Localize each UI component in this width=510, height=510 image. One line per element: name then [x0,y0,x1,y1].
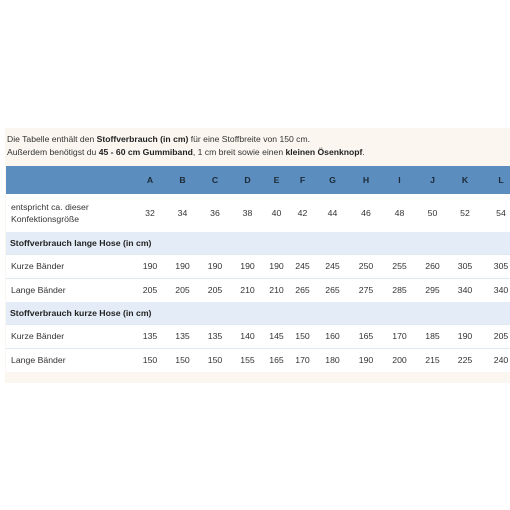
intro-line-1: Die Tabelle enthält den Stoffverbrauch (in cm) für eine Stoffbreite von 150 cm. [7,134,311,144]
table-cell: 150 [295,331,310,341]
table-row [6,348,510,372]
row-label: Lange Bänder [11,285,66,296]
table-cell: 265 [325,285,340,296]
table-header-row [6,166,510,194]
table-cell: 305 [457,261,473,271]
table-cell: 190 [457,331,473,341]
table-row [6,324,510,348]
table-cell: 275 [358,285,374,296]
table-cell: 225 [457,355,473,366]
table-cell: 190 [358,355,374,366]
column-header: B [179,175,186,185]
table-cell: 245 [295,261,310,271]
column-header: A [146,175,154,185]
fabric-consumption-table [6,166,510,372]
intro-line-2: Außerdem benötigst du 45 - 60 cm Gummiband, 1 cm breit sowie einen kleinen Ösenknopf. [7,147,365,157]
table-cell: 140 [240,331,255,341]
table-cell: 265 [295,285,310,296]
column-header: D [244,175,251,185]
section-row-short-pants [6,302,510,324]
table-cell: 190 [175,261,190,271]
size-row-label: entspricht ca. dieser Konfektionsgröße [11,202,89,224]
section-title: Stoffverbrauch lange Hose (in cm) [10,237,152,248]
table-cell: 170 [392,331,407,341]
table-cell: 260 [425,261,440,271]
table-cell: 215 [425,355,440,366]
row-label: Kurze Bänder [11,331,65,341]
table-row [6,278,510,302]
table-cell: 42 [297,208,308,218]
table-cell: 46 [361,208,371,218]
table-cell: 205 [493,331,509,341]
table-cell: 305 [493,261,509,271]
table-cell: 295 [425,285,440,296]
column-header: F [299,175,306,185]
row-label: Kurze Bänder [11,261,65,271]
table-cell: 135 [175,331,190,341]
header-empty-cell [6,166,134,194]
table-cell: 190 [240,261,255,271]
table-cell: 205 [142,285,158,296]
column-header: I [398,175,401,185]
table-cell: 240 [493,355,509,366]
table-cell: 190 [207,261,223,271]
table-cell: 50 [427,208,438,218]
table-cell: 38 [242,208,253,218]
intro-text [7,133,507,159]
section-row-long-pants [6,232,510,254]
table-cell: 40 [271,208,282,218]
table-cell: 185 [425,331,440,341]
table-cell: 160 [325,331,340,341]
section-title: Stoffverbrauch kurze Hose (in cm) [10,307,152,318]
table-cell: 150 [207,355,223,366]
table-cell: 44 [327,208,338,218]
table-cell: 190 [142,261,158,271]
table-cell: 34 [177,208,188,218]
table-cell: 210 [240,285,255,296]
column-header: C [211,175,219,185]
table-cell: 200 [392,355,407,366]
table-cell: 32 [145,208,155,218]
table-cell: 155 [240,355,255,366]
table-cell: 340 [457,285,473,296]
table-cell: 150 [142,355,158,366]
column-header: G [329,175,336,185]
table-cell: 210 [269,285,284,296]
table-cell: 340 [493,285,509,296]
table-cell: 245 [325,261,340,271]
table-cell: 48 [394,208,405,218]
table-cell: 180 [325,355,340,366]
table-cell: 52 [460,208,470,218]
table-cell: 36 [210,208,220,218]
table-cell: 255 [392,261,407,271]
table-cell: 190 [269,261,284,271]
column-header: J [430,175,435,185]
table-cell: 250 [358,261,374,271]
table-cell: 54 [496,208,506,218]
table-cell: 135 [207,331,223,341]
column-header: H [362,175,370,185]
table-cell: 165 [358,331,374,341]
table-cell: 205 [207,285,223,296]
table-cell: 165 [269,355,284,366]
table-cell: 135 [142,331,158,341]
row-label: Lange Bänder [11,355,66,366]
column-header: K [461,175,469,185]
table-cell: 150 [175,355,190,366]
table-cell: 205 [175,285,190,296]
table-cell: 285 [392,285,407,296]
column-header: L [498,175,504,185]
size-row [6,194,510,232]
table-row [6,254,510,278]
table-cell: 145 [269,331,284,341]
column-header: E [273,175,280,185]
table-cell: 170 [295,355,310,366]
